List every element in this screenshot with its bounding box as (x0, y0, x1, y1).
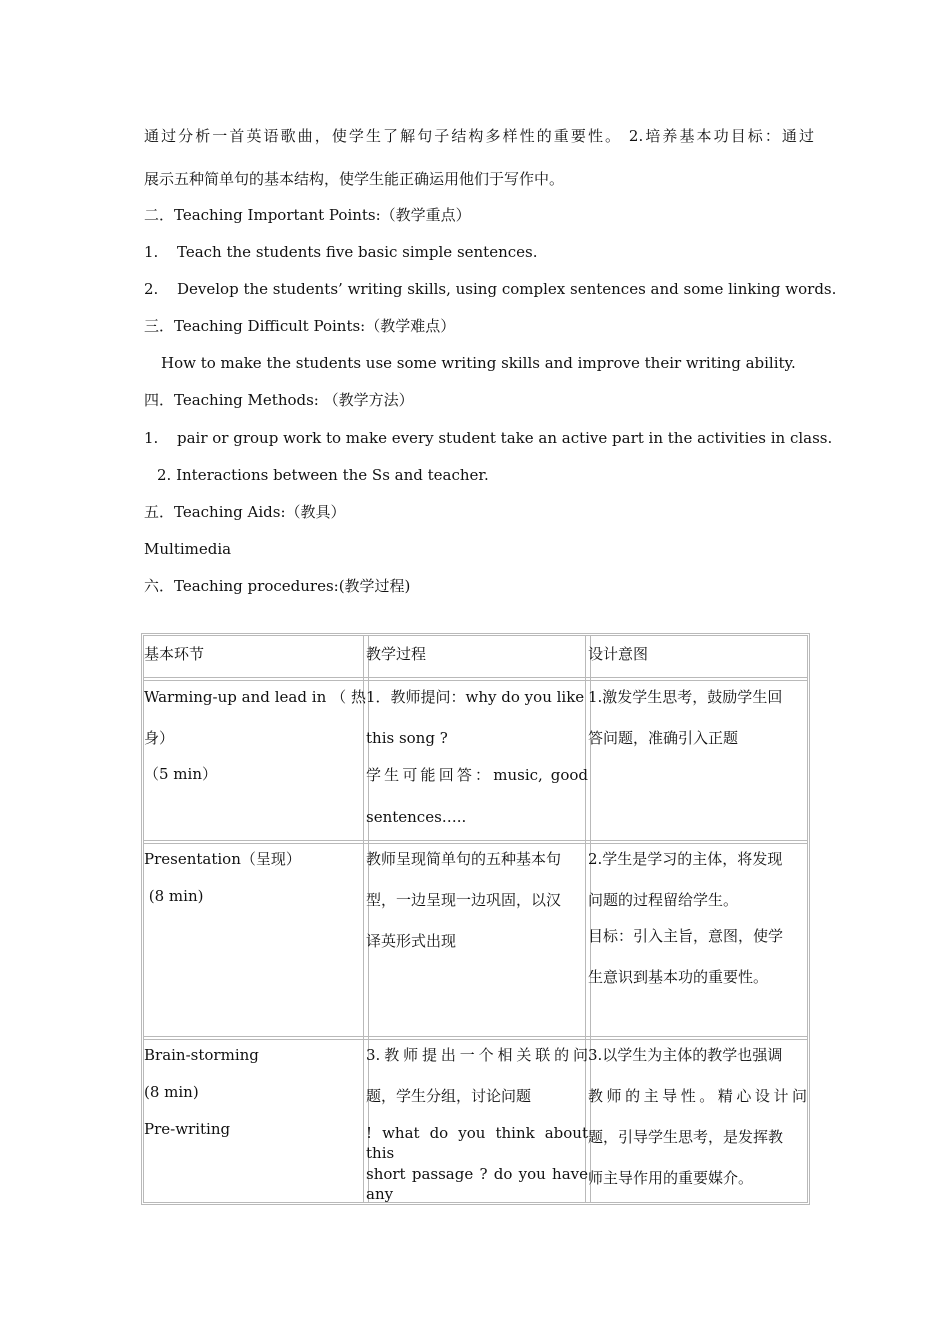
methods-heading: 四．Teaching Methods: （教学方法） (144, 391, 414, 409)
stage-cell: Brain-storming (8 min) Pre-writing (144, 1046, 259, 1138)
important-point-item-1 (144, 242, 814, 262)
list-number: 2. (144, 280, 159, 298)
list-text: Develop the students’ writing skills, using complex sentences and some linking words. (177, 280, 837, 298)
header-cell-process: 教学过程 (366, 645, 427, 663)
intent-cell: 3.以学生为主体的教学也强调 教师的主导性。精心设计问 题，引导学生思考，是发挥教 师主导作用的重要媒介。 (588, 1046, 807, 1187)
difficult-points-heading: 三．Teaching Difficult Points:（教学难点） (144, 317, 456, 335)
difficult-points-text: How to make the students use some writing skills and improve their writing ability. (161, 354, 796, 372)
procedures-heading: 六．Teaching procedures:(教学过程) (144, 577, 411, 595)
aids-heading: 五．Teaching Aids:（教具） (144, 503, 346, 521)
procedures-table (141, 633, 810, 1205)
method-item-1 (144, 428, 833, 448)
important-point-item-2 (144, 279, 837, 299)
objectives-continuation-line-1: 通过分析一首英语歌曲，使学生了解句子结构多样性的重要性。 2.培养基本功目标：通过 (144, 127, 814, 145)
intent-cell: 2.学生是学习的主体，将发现 问题的过程留给学生。 目标：引入主旨，意图，使学 生意识到基本功的重要性。 (588, 850, 784, 986)
list-text: pair or group work to make every student take an active part in the activities in class. (177, 429, 833, 447)
method-item-2: 2. Interactions between the Ss and teacher. (157, 466, 489, 484)
process-cell: 1．教师提问：why do you like this song ? 学生可能回答：music, good sentences….. (366, 688, 588, 826)
stage-cell: Presentation（呈现） (8 min) (144, 850, 301, 905)
table-row (144, 681, 807, 841)
objectives-continuation-line-2: 展示五种简单句的基本结构，使学生能正确运用他们于写作中。 (144, 170, 565, 188)
header-cell-stage: 基本环节 (144, 645, 205, 663)
list-text: Teach the students five basic simple sentences. (177, 243, 538, 261)
aids-text: Multimedia (144, 540, 232, 558)
process-cell: 3.教师提出一个相关联的问 题，学生分组，讨论问题 ! what do you think about this short passage ? do you have any (366, 1046, 588, 1202)
header-cell-intent: 设计意图 (588, 645, 649, 663)
table-row (144, 1040, 807, 1202)
list-number: 1. (144, 243, 159, 261)
stage-cell: Warming-up and lead in （ 热 身） （5 min） (144, 688, 366, 783)
process-cell: 教师呈现简单句的五种基本句 型，一边呈现一边巩固，以汉 译英形式出现 (366, 850, 562, 950)
important-points-heading: 二．Teaching Important Points:（教学重点） (144, 206, 471, 224)
list-number: 1. (144, 429, 159, 447)
table-row (144, 844, 807, 1036)
intent-cell: 1.激发学生思考，鼓励学生回 答问题，准确引入正题 (588, 688, 783, 747)
table-header-row (144, 636, 807, 678)
